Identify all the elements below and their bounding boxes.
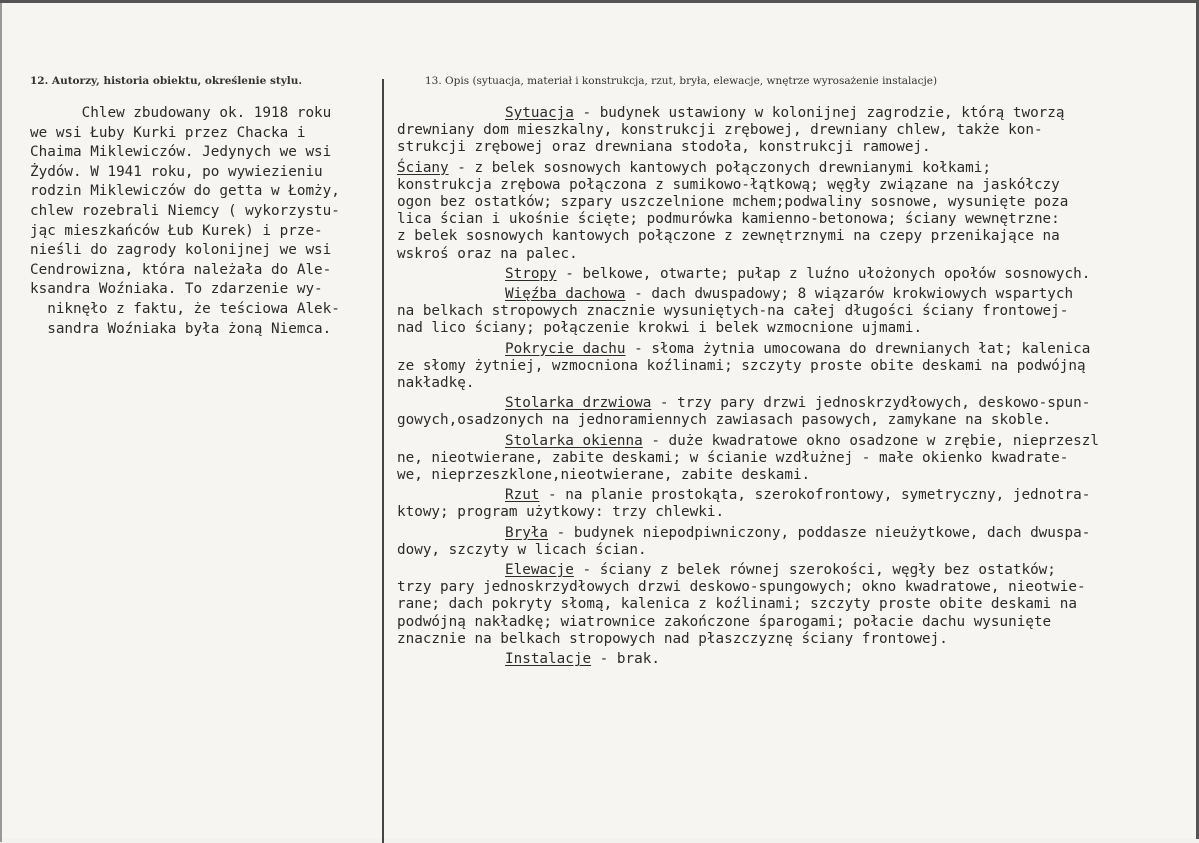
paragraph-line: nakładkę. (397, 375, 475, 392)
paragraph-first-line (397, 286, 1197, 303)
history-line: Chaima Miklewiczów. Jedynych we wsi (30, 144, 332, 161)
paragraph-line: gowych,osadzonych na jednoramiennych zawiasach pasowych, zamykane na skoble. (397, 412, 1052, 429)
sheet-left-edge (0, 3, 2, 842)
description-paragraph (397, 562, 1197, 648)
paragraph-text: - dach dwuspadowy; 8 wiązarów krokwiowych wspartych (625, 286, 1074, 303)
paragraph-line: rane; dach pokryty słomą, kalenica z koźlinami; szczyty proste obite deskami na (397, 596, 1077, 613)
description-paragraph (397, 160, 1197, 263)
history-text (30, 104, 375, 339)
paragraph-heading: Stolarka drzwiowa (505, 395, 652, 412)
paragraph-line: dowy, szczyty w licach ścian. (397, 541, 647, 558)
paragraph-line: ne, nieotwierane, zabite deskami; w ścianie wzdłużnej - małe okienko kwadrate- (397, 449, 1069, 466)
paragraph-heading: Więźba dachowa (505, 286, 626, 303)
paragraph-first-line (397, 433, 1197, 450)
paragraph-text: - budynek ustawiony w kolonijnej zagrodzie, którą tworzą (573, 105, 1065, 121)
paragraph-line: podwójną nakładkę; wiatrownice zakończone śparogami; połacie dachu wysunięte (397, 613, 1052, 630)
paragraph-heading: Sytuacja (505, 105, 574, 121)
paragraph-first-line (397, 105, 1197, 122)
description-paragraph (397, 341, 1197, 393)
description-text (397, 105, 1197, 671)
field-13-title: 13. Opis (sytuacja, materiał i konstrukcja, rzut, bryła, elewacje, wnętrze wyrosażenie instalacje) (425, 75, 938, 87)
paragraph-text: - na planie prostokąta, szerokofrontowy, symetryczny, jednotra- (539, 487, 1091, 504)
paragraph-line: na belkach stropowych znacznie wysuniętych-na całej długości ściany frontowej- (397, 303, 1069, 320)
paragraph-text: - belkowe, otwarte; pułap z luźno ułożonych opołów sosnowych. (556, 265, 1091, 282)
description-paragraph (397, 266, 1197, 283)
paragraph-first-line (397, 525, 1197, 542)
paragraph-line: ktowy; program użytkowy: trzy chlewki. (397, 504, 725, 521)
description-paragraph (397, 286, 1197, 338)
history-line: Żydów. W 1941 roku, po wywiezieniu (30, 163, 323, 180)
paragraph-text: - budynek niepodpiwniczony, poddasze nieużytkowe, dach dwuspa- (548, 524, 1091, 541)
history-line: ksandra Woźniaka. To zdarzenie wy- (30, 281, 323, 298)
paragraph-line: trzy pary jednoskrzydłowych drzwi deskowo-spungowych; okno kwadratowe, nieotwie- (397, 579, 1086, 596)
description-paragraph (397, 487, 1197, 521)
paragraph-line: nad lico ściany; połączenie krokwi i belek wzmocnione ujmami. (397, 320, 923, 337)
history-line: chlew rozebrali Niemcy ( wykorzystu- (30, 202, 340, 219)
history-line: we wsi Łuby Kurki przez Chacka i (30, 124, 306, 141)
paragraph-heading: Bryła (505, 524, 549, 541)
paragraph-text: - brak. (591, 651, 660, 668)
paragraph-text: - trzy pary drzwi jednoskrzydłowych, deskowo-spun- (651, 395, 1091, 412)
paragraph-line: wskroś oraz na palec. (397, 245, 578, 262)
paragraph-line: drewniany dom mieszkalny, konstrukcji zrębowej, drewniany chlew, także kon- (397, 122, 1043, 139)
paragraph-text: - słoma żytnia umocowana do drewnianych łat; kalenica (625, 340, 1091, 357)
paragraph-text: - ściany z belek równej szerokości, węgły bez ostatków; (573, 562, 1056, 579)
paragraph-first-line (397, 487, 1197, 504)
history-line: niknęło z faktu, że teściowa Alek- (30, 300, 340, 317)
paragraph-line: lica ścian i ukośnie ścięte; podmurówka kamienno-betonowa; ściany wewnętrzne: (397, 211, 1060, 228)
paragraph-heading: Elewacje (505, 562, 574, 579)
history-line: nieśli do zagrody kolonijnej we wsi (30, 242, 332, 259)
history-line: jąc mieszkańców Łub Kurek) i prze- (30, 222, 323, 239)
paragraph-first-line (397, 562, 1197, 579)
description-paragraph (397, 525, 1197, 559)
paragraph-line: znacznie na belkach stropowych nad płaszczyznę ściany frontowej. (397, 630, 948, 647)
paragraph-line: we, nieprzeszklone,nieotwierane, zabite deskami. (397, 467, 811, 484)
field-12-title: 12. Autorzy, historia obiektu, określenie stylu. (30, 75, 303, 87)
paragraph-line: strukcji zrębowej oraz drewniana stodoła, konstrukcji ramowej. (397, 139, 931, 156)
paragraph-text: - duże kwadratowe okno osadzone w zrębie, nieprzeszl (642, 432, 1099, 449)
description-paragraph (397, 433, 1197, 485)
paragraph-heading: Pokrycie dachu (505, 340, 626, 357)
paragraph-text: - z belek sosnowych kantowych połączonych drewnianymi kołkami; (448, 159, 991, 176)
paragraph-line: ogon bez ostatków; szpary uszczelnione mchem;podwaliny sosnowe, wysunięte poza (397, 194, 1069, 211)
paragraph-first-line (397, 395, 1197, 412)
history-line: Cendrowizna, która należała do Ale- (30, 261, 332, 278)
paragraph-heading: Stolarka okienna (505, 432, 643, 449)
column-divider (382, 79, 384, 843)
paragraph-heading: Ściany (397, 159, 449, 176)
paragraph-line: z belek sosnowych kantowych połączone z zewnętrznymi na czepy przenikające na (397, 228, 1060, 245)
paragraph-heading: Rzut (505, 487, 540, 504)
history-line: sandra Woźniaka była żoną Niemca. (30, 320, 332, 337)
description-paragraph (397, 395, 1197, 429)
paragraph-heading: Stropy (505, 265, 557, 282)
paragraph-first-line (397, 651, 1197, 668)
paragraph-line: ze słomy żytniej, wzmocniona koźlinami; szczyty proste obite deskami na podwójną (397, 357, 1086, 374)
history-line: rodzin Miklewiczów do getta w Łomży, (30, 183, 340, 200)
paragraph-line: konstrukcja zrębowa połączona z sumikowo-łątkową; węgły związane na jaskółczy (397, 176, 1060, 193)
description-paragraph (397, 651, 1197, 668)
paragraph-first-line (397, 266, 1197, 283)
paragraph-first-line (397, 341, 1197, 358)
description-paragraph (397, 105, 1197, 157)
history-line: Chlew zbudowany ok. 1918 roku (30, 105, 332, 121)
paragraph-first-line (397, 160, 1197, 177)
paragraph-heading: Instalacje (505, 651, 592, 668)
